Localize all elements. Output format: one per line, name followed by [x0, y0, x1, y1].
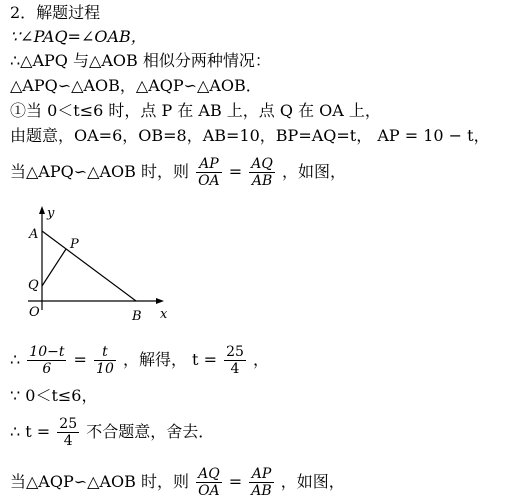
solution-fraction: [224, 344, 246, 377]
section-heading: 2．解题过程: [10, 3, 101, 22]
ratio-aq-oa-numerator: AQ: [198, 466, 220, 482]
segment-qp: [42, 249, 66, 286]
ratio-aq-ab-denominator: AB: [251, 173, 273, 189]
solution-numerator: 25: [226, 344, 244, 360]
ratio-ten-minus-t-over-six: [27, 344, 66, 377]
label-y: y: [47, 206, 55, 221]
ratio-aq-oa: [196, 466, 222, 499]
ratio-ap-oa-denominator: OA: [198, 173, 220, 189]
case-apq-prefix: 当△APQ∽△AOB 时，则: [10, 162, 189, 181]
label-o: O: [29, 305, 40, 320]
reject-fraction: [57, 416, 79, 449]
reject-numerator: 25: [59, 416, 78, 432]
label-a: A: [29, 227, 39, 242]
ratio-six-denominator: 6: [42, 361, 52, 377]
reject-denominator: 4: [63, 433, 73, 449]
known-lengths-line: 由题意，OA=6，OB=8，AB=10，BP=AQ=t， AP = 10 − t，: [10, 126, 490, 145]
segment-ab: [42, 231, 136, 301]
reject-suffix: 不合题意，舍去．: [86, 422, 215, 441]
ratio-ten-denominator: 10: [96, 361, 114, 377]
label-q: Q: [28, 278, 39, 293]
therefore-symbol: ∴: [10, 350, 21, 369]
case-apq-suffix: ，如图，: [281, 162, 346, 181]
case-apq-line: [10, 156, 346, 189]
ratio-ten-minus-t-numerator: 10−t: [29, 344, 65, 360]
reject-solution-line: [10, 416, 214, 449]
x-axis-arrow: [156, 298, 164, 304]
similarity-cases-line: △APQ∽△AOB，△AQP∽△AOB．: [10, 76, 262, 95]
ratio-ap-ab-numerator: AP: [249, 466, 273, 483]
given-angle-line: ∵∠PAQ=∠OAB，: [10, 27, 147, 46]
coordinate-diagram: [18, 200, 178, 330]
solve-equation-line: [10, 344, 269, 377]
case-one-condition-line: ①当 0＜t≤6 时，点 P 在 AB 上，点 Q 在 OA 上，: [10, 101, 381, 120]
ratio-ap-ab: [249, 466, 273, 499]
ratio-ap-ab-denominator: AB: [251, 483, 272, 499]
ratio-aq-oa-denominator: OA: [198, 483, 220, 499]
ratio-aq-ab-numerator: AQ: [251, 156, 273, 172]
label-p: P: [70, 237, 79, 252]
solution-denominator: 4: [230, 361, 240, 377]
solution-suffix: ，: [253, 350, 270, 369]
label-b: B: [132, 309, 142, 324]
ratio-aq-ab: [249, 156, 275, 189]
ratio-t-over-ten: [94, 344, 116, 377]
solution-text: ，解得， t =: [122, 350, 217, 369]
case-aqp-prefix: 当△AQP∽△AOB 时，则: [10, 472, 189, 491]
y-axis-arrow: [39, 206, 45, 214]
reject-prefix: ∴ t =: [10, 422, 51, 441]
range-condition-line: ∵ 0＜t≤6，: [10, 386, 98, 405]
ratio-t-numerator: t: [94, 344, 116, 361]
case-aqp-suffix: ，如图，: [280, 472, 345, 491]
equals-sign: =: [73, 350, 87, 369]
label-x: x: [160, 307, 168, 322]
cases-intro-line: ∴△APQ 与△AOB 相似分两种情况：: [10, 51, 271, 70]
ratio-ap-oa: [196, 156, 222, 189]
ratio-ap-oa-numerator: AP: [196, 156, 222, 173]
case-aqp-line: [10, 466, 345, 499]
equals-sign: =: [228, 472, 243, 491]
equals-sign: =: [228, 162, 243, 181]
